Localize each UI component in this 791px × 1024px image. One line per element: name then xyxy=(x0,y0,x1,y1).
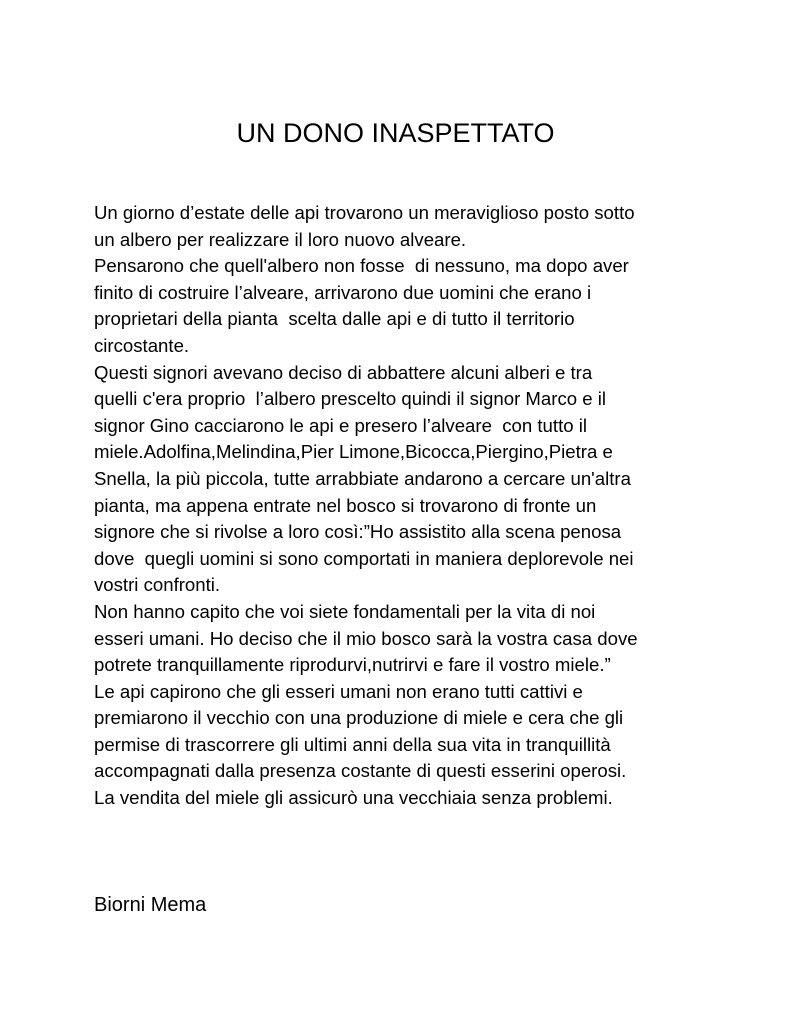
body-line: Le api capirono che gli esseri umani non erano tutti cattivi e xyxy=(94,680,583,702)
body-line: signore che si rivolse a loro così:”Ho assistito alla scena penosa xyxy=(94,521,622,543)
body-line: Non hanno capito che voi siete fondamentali per la vita di noi xyxy=(94,600,596,622)
body-line: premiarono il vecchio con una produzione di miele e cera che gli xyxy=(94,707,624,729)
body-line: potrete tranquillamente riprodurvi,nutrirvi e fare il vostro miele.” xyxy=(94,654,611,676)
body-line: finito di costruire l’alveare, arrivarono due uomini che erano i xyxy=(94,281,592,303)
body-line: accompagnati dalla presenza costante di questi esserini operosi. xyxy=(94,760,627,782)
body-line: Pensarono che quell'albero non fosse di nessuno, ma dopo aver xyxy=(94,255,629,277)
body-line: circostante. xyxy=(94,334,190,356)
body-line: signor Gino cacciarono le api e presero l’alveare con tutto il xyxy=(94,414,587,436)
body-line: Un giorno d’estate delle api trovarono un meraviglioso posto sotto xyxy=(94,202,635,223)
body-line: Snella, la più piccola, tutte arrabbiate andarono a cercare un'altra xyxy=(94,467,631,489)
body-line: proprietari della pianta scelta dalle api e di tutto il territorio xyxy=(94,308,575,330)
body-line: pianta, ma appena entrate nel bosco si trovarono di fronte un xyxy=(94,494,597,516)
body-line: permise di trascorrere gli ultimi anni della sua vita in tranquillità xyxy=(94,733,611,755)
body-line: Questi signori avevano deciso di abbattere alcuni alberi e tra xyxy=(94,361,593,383)
document-title: UN DONO INASPETTATO xyxy=(236,118,555,148)
author-name: Biorni Mema xyxy=(94,894,207,916)
body-line: La vendita del miele gli assicurò una vecchiaia senza problemi. xyxy=(94,787,613,809)
body-line: dove quegli uomini si sono comportati in maniera deplorevole nei xyxy=(94,547,634,569)
body-line: miele.Adolfina,Melindina,Pier Limone,Bicocca,Piergino,Pietra e xyxy=(94,441,613,463)
body-line: esseri umani. Ho deciso che il mio bosco sarà la vostra casa dove xyxy=(94,627,638,649)
body-line: vostri confronti. xyxy=(94,574,221,596)
body-line: un albero per realizzare il loro nuovo alveare. xyxy=(94,228,467,250)
body-line: quelli c'era proprio l’albero prescelto quindi il signor Marco e il xyxy=(94,388,607,410)
document-body xyxy=(94,200,734,812)
